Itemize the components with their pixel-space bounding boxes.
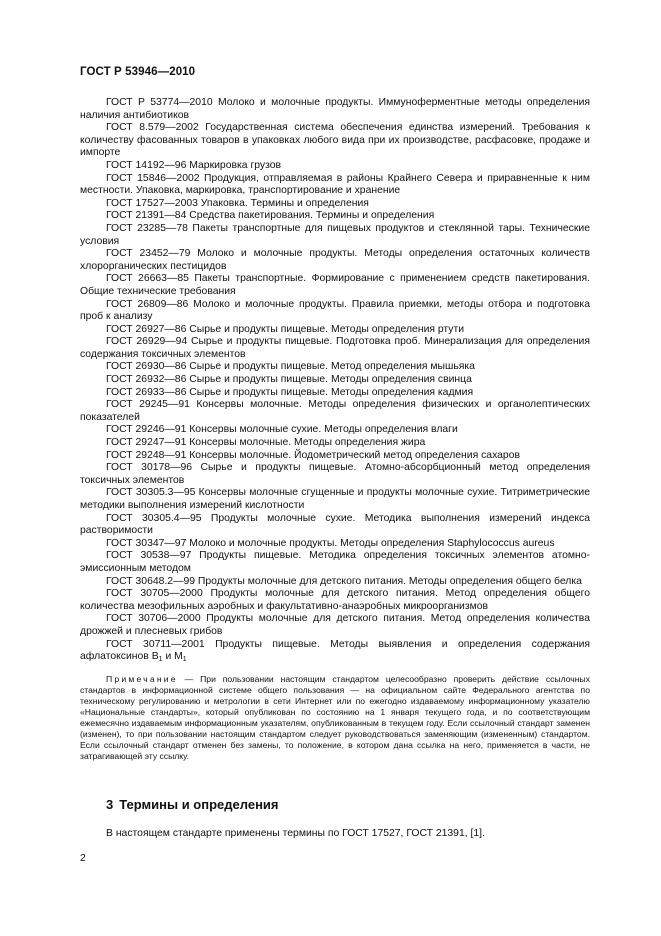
normative-references <box>80 97 590 771</box>
reference-item: ГОСТ 15846—2002 Продукция, отправляемая в районы Крайнего Севера и приравненные к ним местности. Упаковка, маркировка, транспортирование и хранение <box>80 172 590 197</box>
reference-item: ГОСТ 30705—2000 Продукты молочные для детского питания. Метод определения общего количества мезофильных аэробных и факультативно-анаэробных микроорганизмов <box>80 588 590 612</box>
reference-item: ГОСТ 26930—86 Сырье и продукты пищевые. Метод определения мышьяка <box>106 361 475 373</box>
reference-text-mid: и M <box>162 651 183 663</box>
reference-text: ГОСТ 30711—2001 Продукты пищевые. Методы выявления и определения содержания афлатоксинов B <box>80 638 590 663</box>
note-text: — При пользовании настоящим стандартом целесообразно проверить действие ссылочных стандартов в информационной системе общего пользования — на официальном сайте Федерального агентства по техническому регулированию и метрологии в сети Интернет или по ежегодно издаваемому информационному указателю «Национальные стандарты», который опубликован по состоянию на 1 января текущего года, и по соответствующим ежемесячно издаваемым информационным указателям, опубликованным в текущем году. Если ссылочный стандарт заменен (изменен), то при пользовании настоящим стандартом следует руководствоваться заменяющим (измененным) стандартом. Если ссылочный стандарт отменен без замены, то положение, в котором дана ссылка на него, применяется в части, не затрагивающей эту ссылку. <box>80 673 590 762</box>
reference-item: ГОСТ 26933—86 Сырье и продукты пищевые. Методы определения кадмия <box>106 386 474 398</box>
reference-item: ГОСТ 30706—2000 Продукты молочные для детского питания. Метод определения количества дрожжей и плесневых грибов <box>80 613 590 637</box>
reference-item: ГОСТ 21391—84 Средства пакетирования. Термины и определения <box>106 210 435 222</box>
reference-item: ГОСТ 26663—85 Пакеты транспортные. Формирование с применением средств пакетирования. Общие технические требования <box>80 273 590 297</box>
reference-item: ГОСТ 23285—78 Пакеты транспортные для пищевых продуктов и стеклянной тары. Технические условия <box>80 222 590 247</box>
section-paragraph: В настоящем стандарте применены термины по ГОСТ 17527, ГОСТ 21391, [1]. <box>106 828 485 839</box>
reference-item: ГОСТ 26932—86 Сырье и продукты пищевые. Методы определения свинца <box>106 374 472 386</box>
subscript: 1 <box>182 656 187 664</box>
reference-item-aflatoxins <box>80 639 590 667</box>
reference-item: ГОСТ 30305.3—95 Консервы молочные сгущенные и продукты молочные сухие. Титриметрические методики выполнения измерений кислотности <box>80 487 590 511</box>
reference-item: ГОСТ 30648.2—99 Продукты молочные для детского питания. Методы определения общего белка <box>106 575 582 587</box>
section-number: 3 <box>106 797 114 812</box>
reference-item: ГОСТ 29246—91 Консервы молочные сухие. Методы определения влаги <box>106 424 458 436</box>
reference-item: ГОСТ 14192—96 Маркировка грузов <box>106 159 282 171</box>
reference-item: ГОСТ 30538—97 Продукты пищевые. Методика определения токсичных элементов атомно-эмиссионным методом <box>80 550 590 574</box>
section-heading <box>106 797 279 812</box>
reference-item: ГОСТ 30347—97 Молоко и молочные продукты. Методы определения Staphylococcus aureus <box>106 537 555 549</box>
reference-item: ГОСТ 17527—2003 Упаковка. Термины и определения <box>106 197 369 209</box>
reference-item: ГОСТ 23452—79 Молоко и молочные продукты. Методы определения остаточных количеств хлорорганических пестицидов <box>80 248 590 272</box>
note-paragraph <box>80 674 590 763</box>
reference-item: ГОСТ 30178—96 Сырье и продукты пищевые. Атомно-абсорбционный метод определения токсичных элементов <box>80 462 590 486</box>
page-number: 2 <box>80 853 86 864</box>
reference-item: ГОСТ 29247—91 Консервы молочные. Методы определения жира <box>106 437 426 449</box>
subscript: 1 <box>158 656 163 664</box>
reference-item: ГОСТ 26929—94 Сырье и продукты пищевые. Подготовка проб. Минерализация для определения содержания токсичных элементов <box>80 336 590 360</box>
reference-item: ГОСТ 29245—91 Консервы молочные. Методы определения физических и органолептических показателей <box>80 399 590 423</box>
reference-item: ГОСТ 30305.4—95 Продукты молочные сухие. Методика выполнения измерений индекса растворимости <box>80 512 590 537</box>
reference-item: ГОСТ 26927—86 Сырье и продукты пищевые. Методы определения ртути <box>106 323 465 335</box>
reference-item: ГОСТ 26809—86 Молоко и молочные продукты. Правила приемки, методы отбора и подготовка проб к анализу <box>80 298 590 323</box>
reference-item: ГОСТ 8.579—2002 Государственная система обеспечения единства измерений. Требования к количеству фасованных товаров в упаковках любого вида при их производстве, расфасовке, продаже и импорте <box>80 122 590 159</box>
page-header: ГОСТ Р 53946—2010 <box>80 66 196 78</box>
reference-item: ГОСТ 29248—91 Консервы молочные. Йодометрический метод определения сахаров <box>106 449 521 461</box>
reference-item: ГОСТ Р 53774—2010 Молоко и молочные продукты. Иммуноферментные методы определения наличия антибиотиков <box>80 97 590 121</box>
section-title: Термины и определения <box>119 797 279 812</box>
note-label: Примечание <box>106 673 178 684</box>
